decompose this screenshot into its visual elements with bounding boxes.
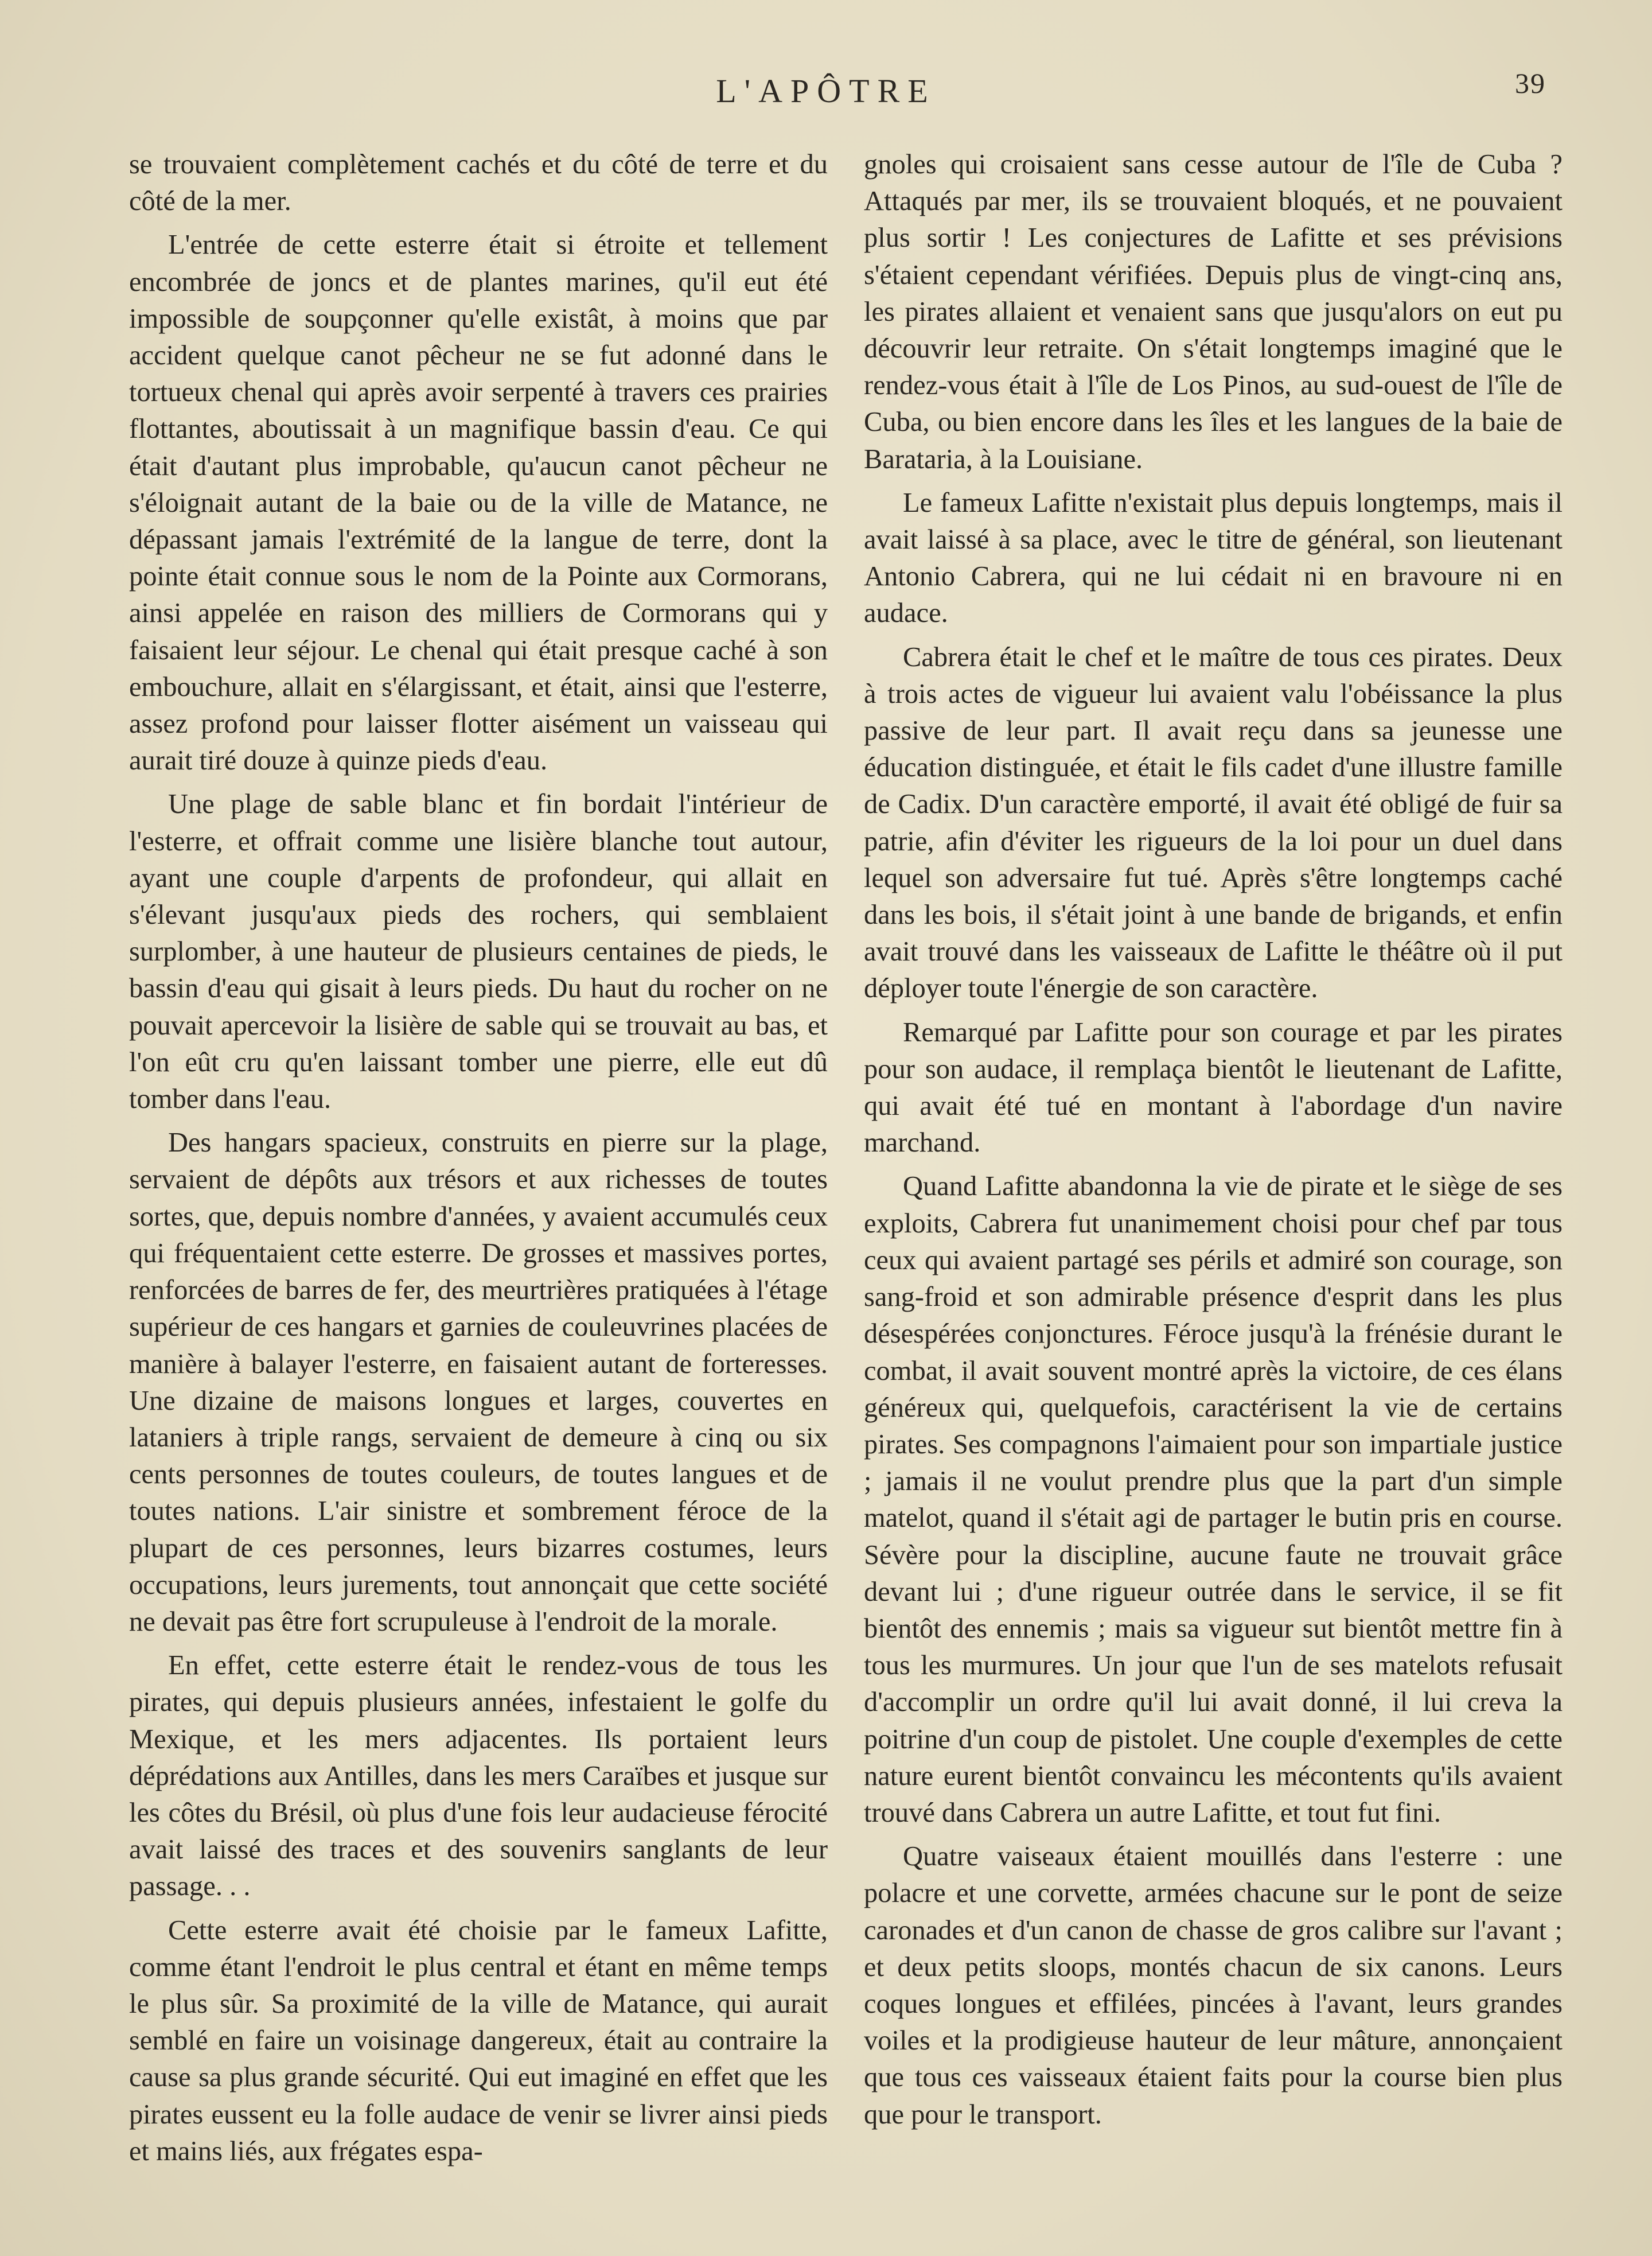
paragraph: se trouvaient complètement cachés et du côté de terre et du côté de la mer.	[129, 149, 828, 217]
paragraph: Cabrera était le chef et le maître de tous ces pirates. Deux à trois actes de vigueur lui avaient valu l'obéissance la plus passive de leur part. Il avait reçu dans sa jeunesse une éducation distinguée, et était le fils cadet d'une illustre famille de Cadix. D'un caractère emporté, il avait été obligé de fuir sa patrie, afin d'éviter les rigueurs de la loi pour un duel dans lequel son adversaire fut tué. Après s'être longtemps caché dans les bois, il s'était joint à une bande de brigands, et enfin avait trouvé dans les vaisseaux de Lafitte le théâtre où il put déployer toute l'énergie de son caractère.	[864, 641, 1563, 1004]
paragraph: Une plage de sable blanc et fin bordait l'intérieur de l'esterre, et offrait comme une lisière blanche tout autour, ayant une couple d'arpents de profondeur, qui allait en s'élevant jusqu'aux pieds des rochers, qui semblaient surplomber, à une hauteur de plusieurs centaines de pieds, le bassin d'eau qui gisait à leurs pieds. Du haut du rocher on ne pouvait apercevoir la lisière de sable qui se trouvait au bas, et l'on eût cru qu'en laissant tomber une pierre, elle eut dû tomber dans l'eau.	[129, 789, 828, 1115]
paragraph: Quand Lafitte abandonna la vie de pirate et le siège de ses exploits, Cabrera fut unanimement choisi pour chef par tous ceux qui avaient partagé ses périls et admiré son courage, son sang-froid et son admirable présence d'esprit dans les plus désespérées conjonctures. Féroce jusqu'à la frénésie durant le combat, il avait souvent montré après la victoire, de ces élans généreux qui, quelquefois, caractérisent la vie de certains pirates. Ses compagnons l'aimaient pour son impartiale justice ; jamais il ne voulut prendre plus que la part d'un simple matelot, quand il s'était agi de partager le butin pris en course. Sévère pour la discipline, aucune faute ne trouvait grâce devant lui ; d'une rigueur outrée dans le service, il se fit bientôt des ennemis ; mais sa vigueur sut bientôt mettre fin à tous les murmures. Un jour que l'un de ses matelots refusait d'accomplir un ordre qu'il lui avait donné, il lui creva la poitrine d'un coup de pistolet. Une couple d'exemples de cette nature eurent bientôt convaincu les mécontents qu'ils avaient trouvé dans Cabrera un autre Lafitte, et tout fut fini.	[864, 1171, 1563, 1828]
paragraph: L'entrée de cette esterre était si étroite et tellement encombrée de joncs et de plantes marines, qu'il eut été impossible de soupçonner qu'elle existât, à moins que par accident quelque canot pêcheur ne se fut adonné dans le tortueux chenal qui après avoir serpenté à travers ces prairies flottantes, aboutissait à un magnifique bassin d'eau. Ce qui était d'autant plus improbable, qu'aucun canot pêcheur ne s'éloignait autant de la baie ou de la ville de Matance, ne dépassant jamais l'extrémité de la langue de terre, dont la pointe était connue sous le nom de la Pointe aux Cormorans, ainsi appelée en raison des milliers de Cormorans qui y faisaient leur séjour. Le chenal qui était presque caché à son embouchure, allait en s'élargissant, et était, ainsi que l'esterre, assez profond pour laisser flotter aisément un vaisseau qui aurait tiré douze à quinze pieds d'eau.	[129, 230, 828, 776]
running-title: L'APÔTRE	[716, 72, 936, 110]
paragraph: gnoles qui croisaient sans cesse autour de l'île de Cuba ? Attaqués par mer, ils se trouvaient bloqués, et ne pouvaient plus sortir ! Les conjectures de Lafitte et ses prévisions s'étaient cependant vérifiées. Depuis plus de vingt-cinq ans, les pirates allaient et venaient sans que jusqu'alors on eut pu découvrir leur retraite. On s'était longtemps imaginé que le rendez-vous était à l'île de Los Pinos, au sud-ouest de l'île de Cuba, ou bien encore dans les îles et les langues de la baie de Barataria, à la Louisiane.	[864, 149, 1563, 474]
paragraph: Le fameux Lafitte n'existait plus depuis longtemps, mais il avait laissé à sa place, avec le titre de général, son lieutenant Antonio Cabrera, qui ne lui cédait ni en bravoure ni en audace.	[864, 487, 1563, 629]
paragraph: En effet, cette esterre était le rendez-vous de tous les pirates, qui depuis plusieurs années, infestaient le golfe du Mexique, et les mers adjacentes. Ils portaient leurs déprédations aux Antilles, dans les mers Caraïbes et jusque sur les côtes du Brésil, où plus d'une fois leur audacieuse férocité avait laissé des traces et des souvenirs sanglants de leur passage. . .	[129, 1650, 828, 1902]
paragraph: Remarqué par Lafitte pour son courage et par les pirates pour son audace, il remplaça bientôt le lieutenant de Lafitte, qui avait été tué en montant à l'abordage d'un navire marchand.	[864, 1017, 1563, 1158]
left-column	[129, 146, 828, 2177]
page-number: 39	[1515, 67, 1546, 99]
paragraph: Des hangars spacieux, construits en pierre sur la plage, servaient de dépôts aux trésors et aux richesses de toutes sortes, que, depuis nombre d'années, y avaient accumulés ceux qui fréquentaient cette esterre. De grosses et massives portes, renforcées de barres de fer, des meurtrières pratiquées à l'étage supérieur de ces hangars et garnies de couleuvrines placées de manière à balayer l'esterre, en faisaient autant de forteresses. Une dizaine de maisons longues et larges, couvertes en lataniers à triple rangs, servaient de demeure à cinq ou six cents personnes de toutes couleurs, de toutes langues et de toutes nations. L'air sinistre et sombrement féroce de la plupart de ces personnes, leurs bizarres costumes, leurs occupations, leurs jurements, tout annonçait que cette société ne devait pas être fort scrupuleuse à l'endroit de la morale.	[129, 1127, 828, 1637]
paragraph: Cette esterre avait été choisie par le fameux Lafitte, comme étant l'endroit le plus central et étant en même temps le plus sûr. Sa proximité de la ville de Matance, qui aurait semblé en faire un voisinage dangereux, était au contraire la cause sa plus grande sécurité. Qui eut imaginé en effet que les pirates eussent eu la folle audace de venir se livrer ainsi pieds et mains liés, aux frégates espa-	[129, 1915, 828, 2166]
paragraph: Quatre vaiseaux étaient mouillés dans l'esterre : une polacre et une corvette, armées chacune sur le pont de seize caronades et d'un canon de chasse de gros calibre sur l'avant ; et deux petits sloops, montés chacun de six canons. Leurs coques longues et effilées, pincées à l'avant, leurs grandes voiles et la prodigieuse hauteur de leur mâture, annonçaient que tous ces vaisseaux étaient faits pour la course bien plus que pour le transport.	[864, 1841, 1563, 2130]
right-column	[864, 146, 1563, 2140]
